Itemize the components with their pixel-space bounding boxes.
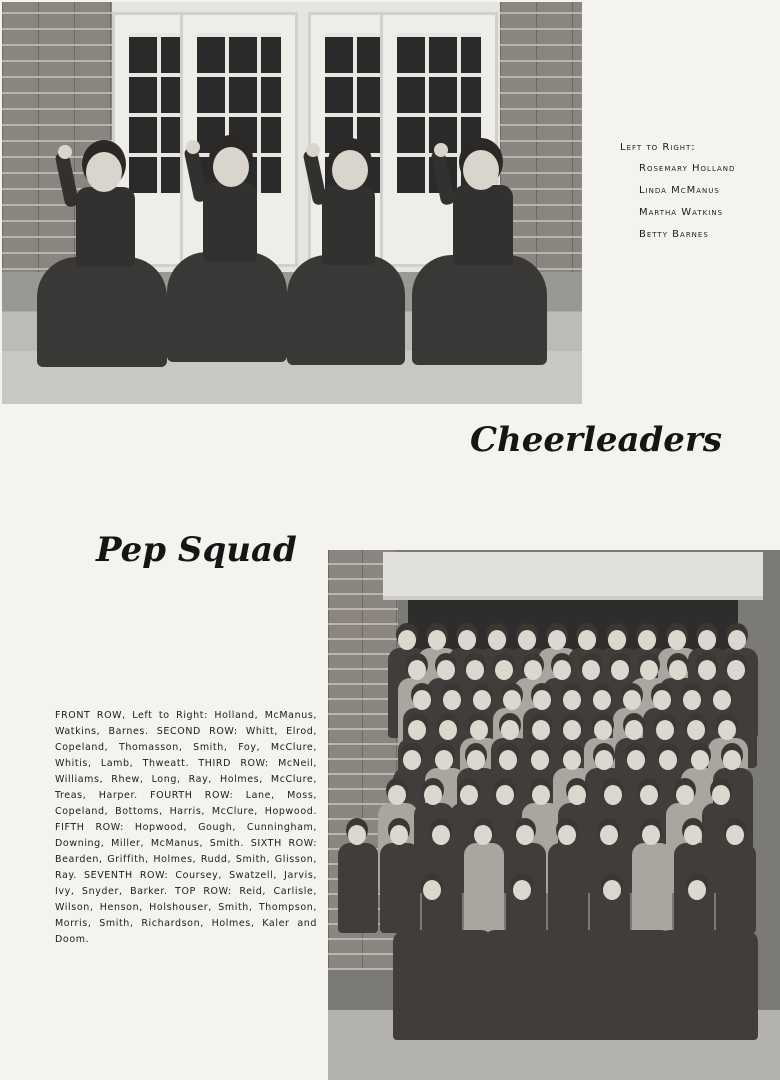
person-face	[600, 825, 618, 845]
person-figure	[658, 930, 758, 1040]
cheerleader-figure	[287, 137, 405, 365]
person-face	[439, 720, 457, 740]
person-face	[563, 750, 581, 770]
cheerleader-figure	[37, 132, 167, 367]
person-face	[582, 660, 600, 680]
person-face	[408, 720, 426, 740]
person-face	[473, 690, 491, 710]
person-face	[408, 660, 426, 680]
person-face	[518, 630, 536, 650]
person-face	[726, 825, 744, 845]
person-face	[712, 785, 730, 805]
person-face	[432, 825, 450, 845]
person-face	[467, 750, 485, 770]
cheerleader-figure	[167, 142, 287, 362]
person-face	[698, 630, 716, 650]
cheerleader-name: Martha Watkins	[639, 207, 724, 218]
person-face	[532, 720, 550, 740]
pep-squad-heading: Pep Squad	[96, 530, 297, 570]
person-face	[683, 690, 701, 710]
pep-squad-group	[328, 550, 780, 1080]
person-face	[687, 720, 705, 740]
person-face	[593, 690, 611, 710]
person-face	[533, 690, 551, 710]
person-face	[563, 690, 581, 710]
person-face	[603, 880, 621, 900]
person-face	[669, 660, 687, 680]
person-face	[638, 630, 656, 650]
person-face	[474, 825, 492, 845]
person-face	[676, 785, 694, 805]
person-face	[458, 630, 476, 650]
person-face	[656, 720, 674, 740]
pep-squad-photo	[328, 550, 780, 1080]
person-face	[513, 880, 531, 900]
person-face	[691, 750, 709, 770]
person-face	[488, 630, 506, 650]
person-figure	[393, 930, 493, 1040]
person-face	[388, 785, 406, 805]
person-face	[653, 690, 671, 710]
person-figure	[464, 843, 504, 933]
person-face	[390, 825, 408, 845]
person-face	[516, 825, 534, 845]
person-face	[625, 720, 643, 740]
person-figure	[632, 843, 672, 933]
person-face	[548, 630, 566, 650]
person-face	[443, 690, 461, 710]
cheerleader-name: Betty Barnes	[639, 229, 709, 240]
person-face	[611, 660, 629, 680]
person-face	[553, 660, 571, 680]
person-face	[501, 720, 519, 740]
person-face	[503, 690, 521, 710]
cheerleader-name: Rosemary Holland	[639, 163, 736, 174]
person-figure	[716, 843, 756, 933]
person-figure	[380, 843, 420, 933]
person-face	[531, 750, 549, 770]
person-face	[348, 825, 366, 845]
person-face	[713, 690, 731, 710]
person-face	[424, 785, 442, 805]
person-face	[604, 785, 622, 805]
person-figure	[338, 843, 378, 933]
person-face	[642, 825, 660, 845]
person-face	[718, 720, 736, 740]
caption-intro: Left to Right:	[620, 142, 696, 153]
person-face	[470, 720, 488, 740]
person-face	[728, 630, 746, 650]
person-face	[688, 880, 706, 900]
person-face	[640, 785, 658, 805]
person-face	[398, 630, 416, 650]
cheerleader-name: Linda McManus	[639, 185, 720, 196]
person-face	[496, 785, 514, 805]
person-face	[532, 785, 550, 805]
person-face	[563, 720, 581, 740]
person-face	[524, 660, 542, 680]
person-face	[423, 880, 441, 900]
person-face	[466, 660, 484, 680]
person-face	[460, 785, 478, 805]
person-face	[723, 750, 741, 770]
cheerleaders-caption	[620, 142, 770, 251]
person-face	[435, 750, 453, 770]
person-face	[594, 720, 612, 740]
person-face	[568, 785, 586, 805]
person-face	[558, 825, 576, 845]
person-face	[499, 750, 517, 770]
person-face	[727, 660, 745, 680]
person-face	[403, 750, 421, 770]
cheerleader-figure	[412, 127, 547, 365]
cheerleaders-heading: Cheerleaders	[470, 420, 722, 460]
person-face	[623, 690, 641, 710]
person-face	[413, 690, 431, 710]
person-face	[668, 630, 686, 650]
person-figure	[548, 843, 588, 933]
person-face	[627, 750, 645, 770]
person-face	[608, 630, 626, 650]
person-figure	[483, 930, 583, 1040]
pep-squad-roster: FRONT ROW, Left to Right: Holland, McManus, Watkins, Barnes. SECOND ROW: Whitt, Elrod, Copeland, Thomasson, Smith, Foy, McClure, Whitis, Lamb, Thweatt. THIRD ROW: McNeil, Williams, Rhew, Long, Ray, Holmes, McClure, Treas, Harper. FOURTH ROW: Lane, Moss, Copeland, Bottoms, Harris, McClure, Hopwood. FIFTH ROW: Hopwood, Gough, Cunningham, Downing, Miller, McManus, Smith. SIXTH ROW: Bearden, Griffith, Holmes, Rudd, Smith, Glisson, Ray. SEVENTH ROW: Coursey, Swatzell, Jarvis, Ivy, Snyder, Barker. TOP ROW: Reid, Carlisle, Wilson, Henson, Holshouser, Smith, Thompson, Morris, Smith, Richardson, Holmes, Kaler and Doom.	[55, 710, 317, 945]
cheerleaders-photo	[2, 2, 582, 404]
person-face	[437, 660, 455, 680]
person-face	[640, 660, 658, 680]
person-face	[595, 750, 613, 770]
person-face	[428, 630, 446, 650]
person-face	[659, 750, 677, 770]
person-face	[698, 660, 716, 680]
person-face	[684, 825, 702, 845]
person-face	[578, 630, 596, 650]
person-face	[495, 660, 513, 680]
